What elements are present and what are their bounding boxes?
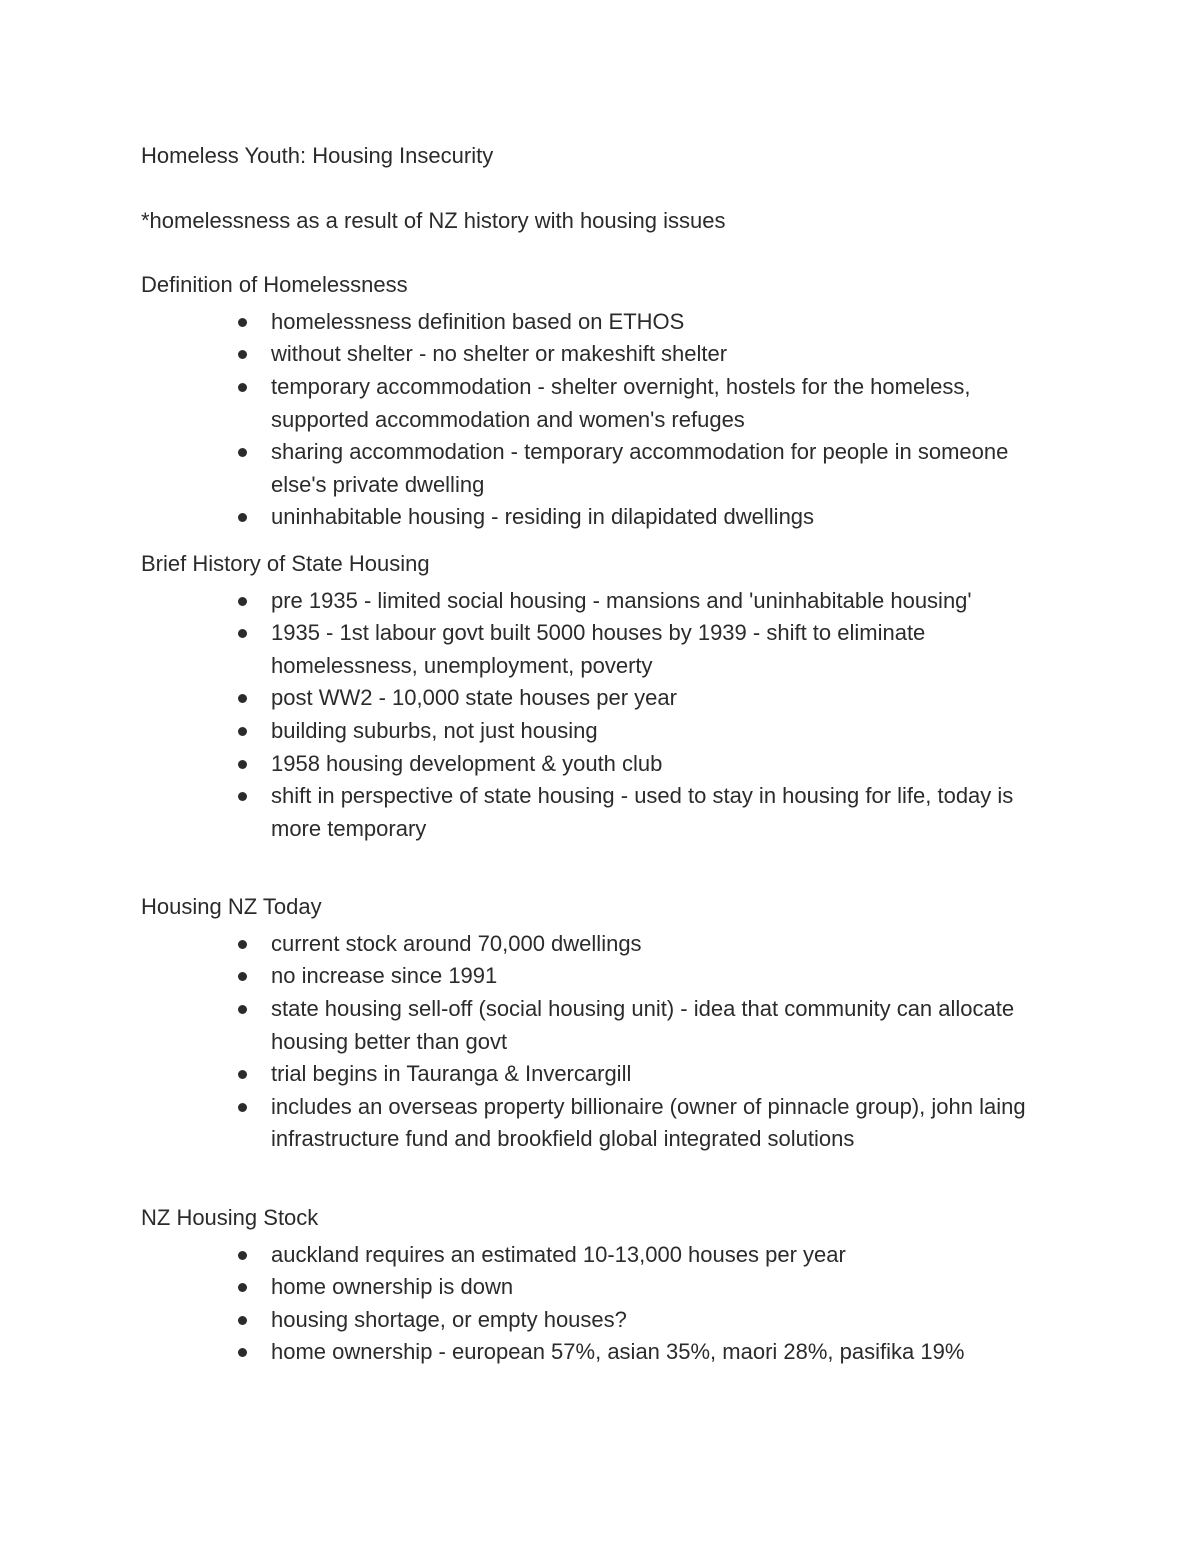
bullet-icon (238, 1103, 247, 1112)
bullet-list (141, 306, 1061, 534)
bullet-icon (238, 940, 247, 949)
bullet-list (141, 928, 1061, 1156)
bullet-icon (238, 792, 247, 801)
bullet-icon (238, 1251, 247, 1260)
bullet-icon (238, 1348, 247, 1357)
list-item (271, 1058, 1061, 1091)
section-heading: NZ Housing Stock (141, 1205, 319, 1231)
list-item-text: current stock around 70,000 dwellings (271, 930, 642, 956)
section-nz-housing-stock (141, 1202, 1061, 1369)
list-item (271, 928, 1061, 961)
bullet-icon (238, 760, 247, 769)
list-item-text: building suburbs, not just housing (271, 717, 598, 743)
list-item-text: uninhabitable housing - residing in dilapidated dwellings (271, 504, 815, 530)
bullet-icon (238, 727, 247, 736)
list-item (271, 682, 1061, 715)
list-item (271, 1336, 1061, 1369)
bullet-icon (238, 350, 247, 359)
bullet-icon (238, 513, 247, 522)
list-item (271, 715, 1061, 748)
list-item (271, 1239, 1061, 1272)
list-item (271, 1271, 1061, 1304)
list-item (271, 585, 1061, 618)
list-item-text: auckland requires an estimated 10-13,000 houses per year (271, 1241, 846, 1267)
list-item-text: housing shortage, or empty houses? (271, 1306, 627, 1332)
list-item-text: post WW2 - 10,000 state houses per year (271, 685, 677, 711)
list-item-text: home ownership - european 57%, asian 35%, maori 28%, pasifika 19% (271, 1339, 965, 1365)
section-heading: Brief History of State Housing (141, 550, 430, 576)
bullet-icon (238, 597, 247, 606)
list-item (271, 338, 1061, 371)
bullet-icon (238, 1316, 247, 1325)
bullet-icon (238, 1070, 247, 1079)
list-item-text: no increase since 1991 (271, 963, 498, 989)
list-item (271, 1091, 1061, 1156)
list-item (271, 993, 1061, 1058)
list-item (271, 306, 1061, 339)
list-item-text: without shelter - no shelter or makeshift shelter (271, 341, 728, 367)
list-item (271, 1304, 1061, 1337)
document-body (141, 140, 1061, 1369)
list-item-text: sharing accommodation - temporary accommodation for people in someone else's private dwelling (271, 439, 1009, 497)
bullet-icon (238, 448, 247, 457)
bullet-list (141, 585, 1061, 846)
list-item-text: trial begins in Tauranga & Invercargill (271, 1061, 632, 1087)
bullet-icon (238, 1005, 247, 1014)
list-item-text: home ownership is down (271, 1274, 514, 1300)
bullet-list (141, 1239, 1061, 1369)
list-item-text: 1935 - 1st labour govt built 5000 houses by 1939 - shift to eliminate homelessness, unemployment, poverty (271, 620, 926, 678)
list-item-text: shift in perspective of state housing - used to stay in housing for life, today is more temporary (271, 783, 1014, 841)
list-item-text: 1958 housing development & youth club (271, 750, 663, 776)
intro-note: *homelessness as a result of NZ history with housing issues (141, 207, 726, 233)
bullet-icon (238, 318, 247, 327)
section-definition-of-homelessness (141, 269, 1061, 534)
section-heading: Definition of Homelessness (141, 272, 408, 298)
list-item (271, 748, 1061, 781)
section-heading: Housing NZ Today (141, 894, 322, 920)
bullet-icon (238, 972, 247, 981)
section-housing-nz-today (141, 891, 1061, 1156)
list-item-text: state housing sell-off (social housing unit) - idea that community can allocate housing better than govt (271, 996, 1015, 1054)
list-item-text: pre 1935 - limited social housing - mansions and 'uninhabitable housing' (271, 587, 972, 613)
list-item-text: homelessness definition based on ETHOS (271, 308, 685, 334)
bullet-icon (238, 694, 247, 703)
document-title: Homeless Youth: Housing Insecurity (141, 143, 494, 168)
list-item (271, 436, 1061, 501)
bullet-icon (238, 629, 247, 638)
bullet-icon (238, 383, 247, 392)
list-item (271, 780, 1061, 845)
list-item (271, 371, 1061, 436)
list-item (271, 501, 1061, 534)
section-brief-history-of-state-housing (141, 548, 1061, 845)
list-item (271, 960, 1061, 993)
list-item-text: temporary accommodation - shelter overnight, hostels for the homeless, supported accommodation and women's refuges (271, 373, 971, 432)
bullet-icon (238, 1283, 247, 1292)
list-item (271, 617, 1061, 682)
list-item-text: includes an overseas property billionaire (owner of pinnacle group), john laing infrastructure fund and brookfield global integrated solutions (271, 1093, 1026, 1152)
